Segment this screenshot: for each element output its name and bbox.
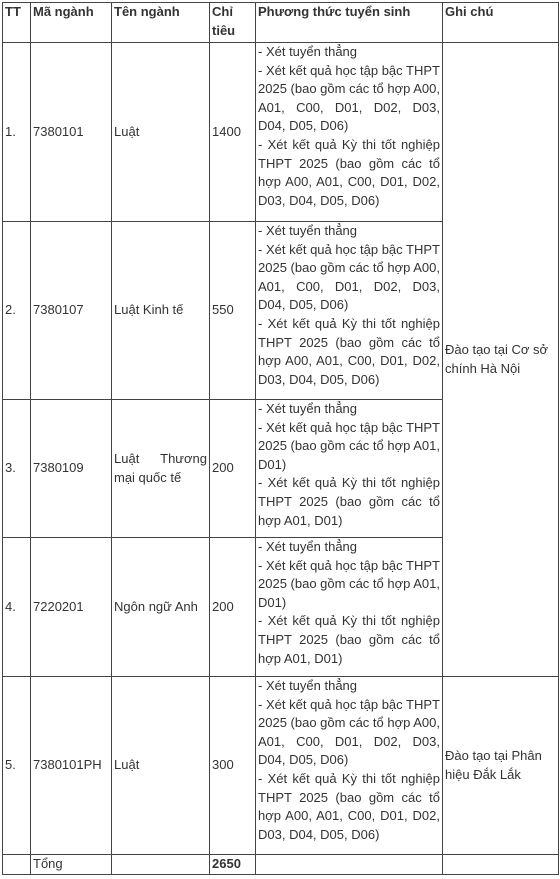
- row-quota: 1400: [210, 43, 256, 222]
- header-row: [3, 3, 559, 43]
- row-tt: 5.: [3, 677, 31, 855]
- row-name: Luật: [112, 677, 210, 855]
- total-name: [112, 855, 210, 875]
- method-line: - Xét kết quả Kỳ thi tốt nghiệp THPT 2025 (bao gồm các tổ hợp A00, A01, C00, D01, D02, D03, D04, D05, D06): [258, 136, 440, 208]
- row-code: 7380107: [31, 222, 112, 400]
- total-quota: 2650: [210, 855, 256, 875]
- row-methods: [256, 400, 443, 538]
- table-row: [3, 43, 559, 222]
- header-quota: Chỉ tiêu: [210, 3, 256, 43]
- header-tt: TT: [3, 3, 31, 43]
- method-line: - Xét kết quả học tập bậc THPT 2025 (bao gồm các tổ hợp A00, A01, C00, D01, D02, D03, D04, D05, D06): [258, 62, 440, 134]
- row-methods: [256, 43, 443, 222]
- row-methods: [256, 222, 443, 400]
- row-name: Luật Thương mại quốc tế: [112, 400, 210, 538]
- method-line: - Xét kết quả học tập bậc THPT 2025 (bao gồm các tổ hợp A01, D01): [258, 419, 440, 472]
- row-methods: [256, 677, 443, 855]
- header-code: Mã ngành: [31, 3, 112, 43]
- row-code: 7380101: [31, 43, 112, 222]
- method-line: - Xét kết quả Kỳ thi tốt nghiệp THPT 2025 (bao gồm các tổ hợp A00, A01, C00, D01, D02, D03, D04, D05, D06): [258, 315, 440, 387]
- note-daklak: Đào tạo tại Phân hiệu Đắk Lắk: [443, 677, 559, 855]
- method-line: - Xét kết quả học tập bậc THPT 2025 (bao gồm các tổ hợp A00, A01, C00, D01, D02, D03, D04, D05, D06): [258, 241, 440, 313]
- row-name: Luật Kinh tế: [112, 222, 210, 400]
- row-tt: 1.: [3, 43, 31, 222]
- total-row: [3, 855, 559, 875]
- row-name: Luật: [112, 43, 210, 222]
- method-line: - Xét kết quả Kỳ thi tốt nghiệp THPT 2025 (bao gồm các tổ hợp A01, D01): [258, 475, 440, 528]
- method-line: - Xét kết quả Kỳ thi tốt nghiệp THPT 2025 (bao gồm các tổ hợp A01, D01): [258, 613, 440, 666]
- header-note: Ghi chú: [443, 3, 559, 43]
- total-label: Tổng: [31, 855, 112, 875]
- header-method: Phương thức tuyển sinh: [256, 3, 443, 43]
- method-line: - Xét tuyển thẳng: [258, 44, 358, 59]
- admission-table: [2, 2, 559, 875]
- row-code: 7380101PH: [31, 677, 112, 855]
- total-note: [443, 855, 559, 875]
- row-quota: 200: [210, 538, 256, 677]
- row-tt: 2.: [3, 222, 31, 400]
- row-methods: [256, 538, 443, 677]
- method-line: - Xét tuyển thẳng: [258, 223, 358, 238]
- method-line: - Xét tuyển thẳng: [258, 678, 358, 693]
- row-name: Ngôn ngữ Anh: [112, 538, 210, 677]
- table-row: [3, 677, 559, 855]
- row-code: 7380109: [31, 400, 112, 538]
- note-hanoi: Đào tạo tại Cơ sở chính Hà Nội: [443, 43, 559, 677]
- method-line: - Xét tuyển thẳng: [258, 401, 358, 416]
- total-method: [256, 855, 443, 875]
- row-tt: 4.: [3, 538, 31, 677]
- header-name: Tên ngành: [112, 3, 210, 43]
- method-line: - Xét tuyển thẳng: [258, 539, 358, 554]
- row-quota: 300: [210, 677, 256, 855]
- row-quota: 200: [210, 400, 256, 538]
- row-tt: 3.: [3, 400, 31, 538]
- row-quota: 550: [210, 222, 256, 400]
- row-code: 7220201: [31, 538, 112, 677]
- method-line: - Xét kết quả học tập bậc THPT 2025 (bao gồm các tổ hợp A01, D01): [258, 557, 440, 610]
- method-line: - Xét kết quả Kỳ thi tốt nghiệp THPT 2025 (bao gồm các tổ hợp A00, A01, C00, D01, D02, D03, D04, D05, D06): [258, 770, 440, 842]
- total-tt: [3, 855, 31, 875]
- method-line: - Xét kết quả học tập bậc THPT 2025 (bao gồm các tổ hợp A00, A01, C00, D01, D02, D03, D04, D05, D06): [258, 696, 440, 768]
